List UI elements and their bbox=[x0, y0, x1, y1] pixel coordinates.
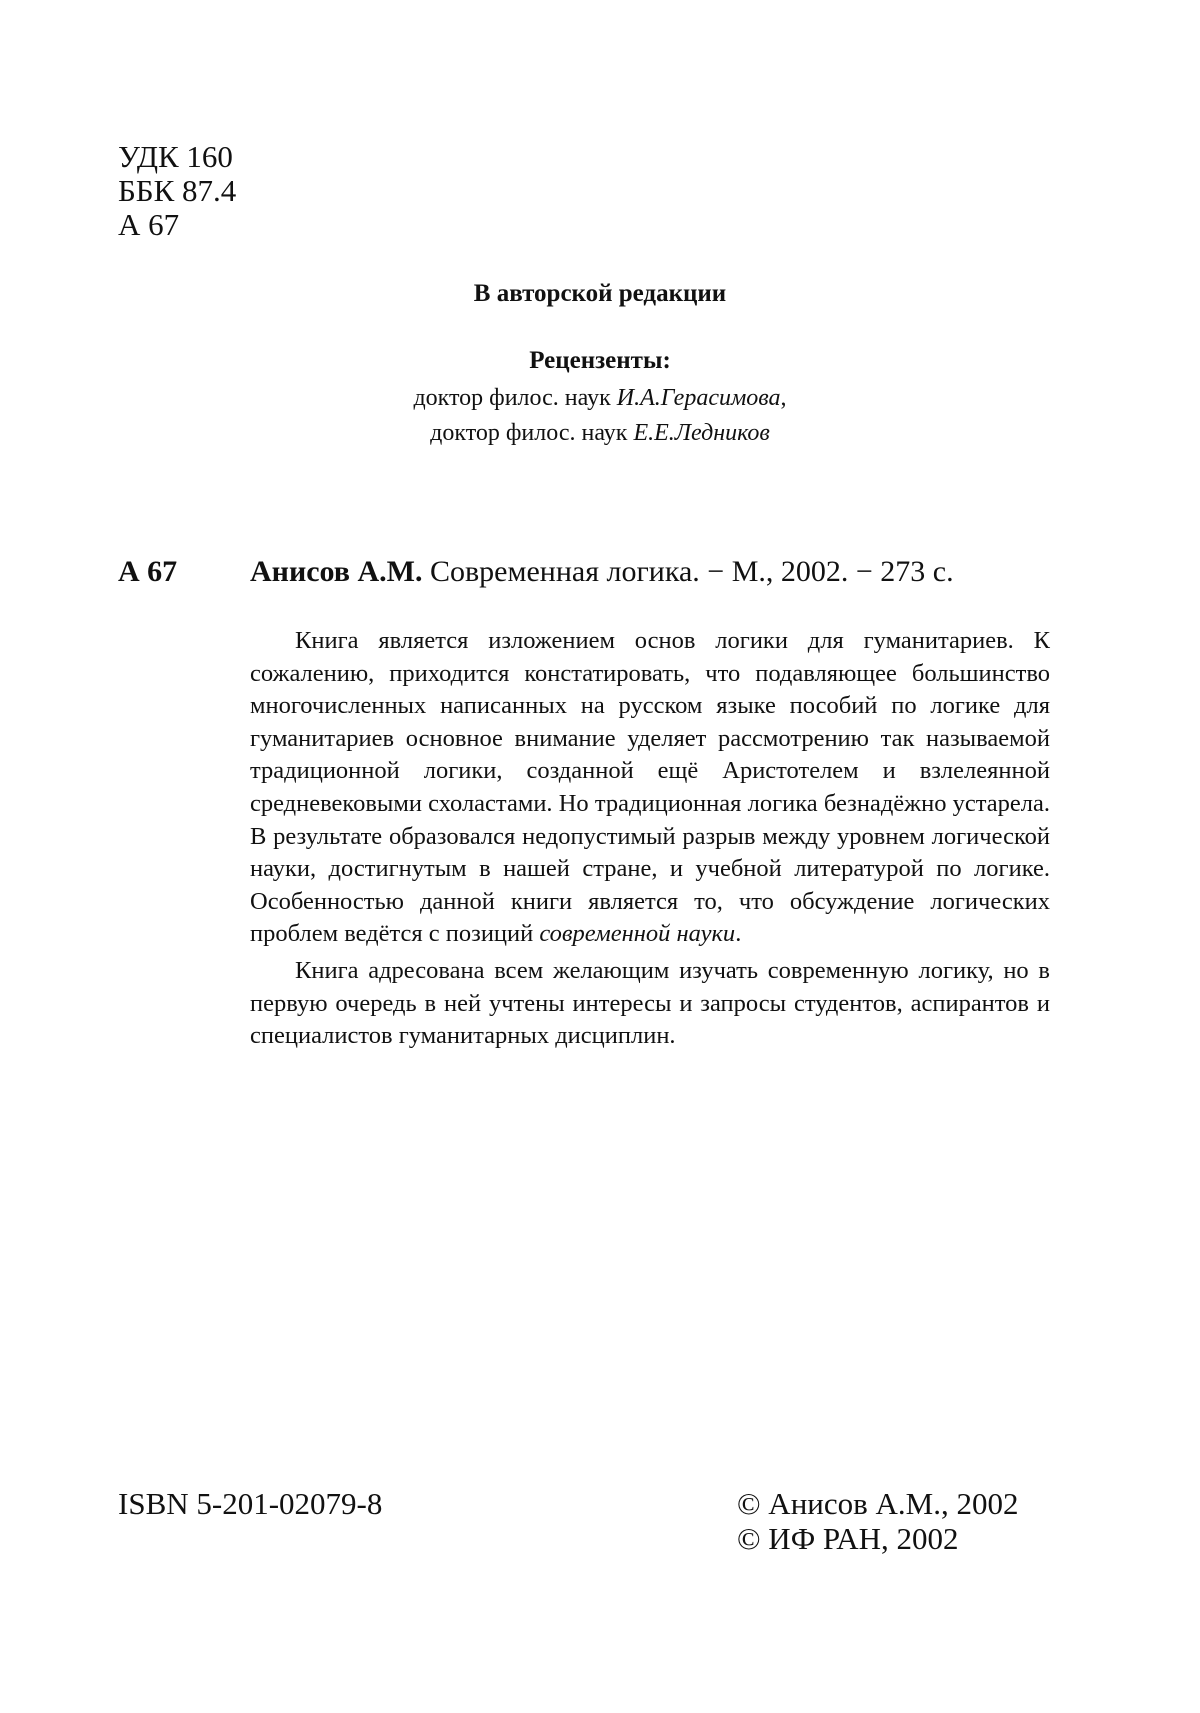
abstract-p1-end: . bbox=[735, 920, 742, 948]
abstract-p1-text: Книга является изложением основ логики для гуманитариев. К сожалению, приходится констатировать, что подавляющее большинство многочисленных написанных на русском языке пособий по логике для гуманитариев основное внимание уделяет рассмотрению так называемой традиционной логики, созданной ещё Аристотелем и взлелеянной средневековыми схоластами. Но традиционная логика безнадёжно устарела. В результате образовался недопустимый разрыв между уровнем логической науки, достигнутым в нашей стране, и учебной литературой по логике. Особенностью данной книги является то, что обсуждение логических проблем ведётся с позиций bbox=[250, 627, 1050, 948]
copyright-line: © Анисов А.М., 2002 bbox=[737, 1486, 1019, 1521]
abstract-paragraph bbox=[250, 625, 1050, 951]
reviewer-line bbox=[0, 385, 1200, 412]
abstract bbox=[250, 625, 1050, 1053]
isbn: ISBN 5-201-02079-8 bbox=[118, 1486, 383, 1521]
edition-note: В авторской редакции bbox=[473, 280, 727, 307]
bibliographic-author: Анисов А.М. bbox=[250, 555, 423, 588]
bbk-code: ББК 87.4 bbox=[118, 173, 237, 208]
reviewers-title: Рецензенты: bbox=[529, 347, 671, 374]
udk-code: УДК 160 bbox=[118, 139, 233, 174]
reviewer-degree: доктор филос. наук bbox=[413, 385, 611, 411]
abstract-emphasis: современной науки bbox=[539, 920, 736, 948]
bibliographic-record bbox=[250, 555, 954, 589]
abstract-paragraph: Книга адресована всем желающим изучать современную логику, но в первую очередь в ней учтены интересы и запросы студентов, аспирантов и специалистов гуманитарных дисциплин. bbox=[250, 956, 1050, 1050]
reviewer-name: Е.Е.Ледников bbox=[633, 420, 770, 446]
reviewer-line bbox=[0, 420, 1200, 447]
reviewer-degree: доктор филос. наук bbox=[430, 420, 628, 446]
reviewer-name: И.А.Герасимова bbox=[616, 385, 781, 411]
reviewer-suffix: , bbox=[780, 385, 787, 411]
copyright-block bbox=[737, 1486, 1018, 1556]
author-mark: А 67 bbox=[118, 207, 180, 242]
classification-codes bbox=[118, 140, 236, 242]
copyright-line: © ИФ РАН, 2002 bbox=[737, 1521, 959, 1556]
bibliographic-index-code: А 67 bbox=[118, 555, 178, 588]
bibliographic-details: Современная логика. − М., 2002. − 273 с. bbox=[422, 555, 954, 588]
